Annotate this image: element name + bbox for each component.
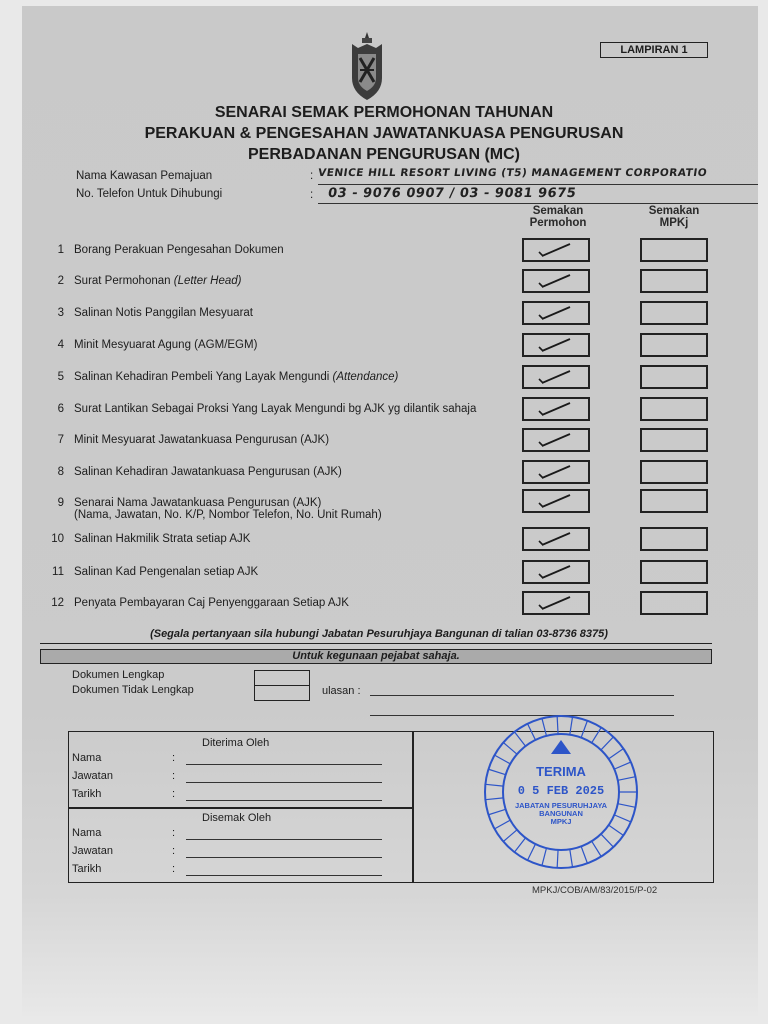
check-mark-icon xyxy=(524,303,588,323)
item-number: 3 xyxy=(57,307,64,319)
note-rule xyxy=(40,643,712,644)
field-colon: : xyxy=(172,770,176,782)
permohon-checkbox[interactable] xyxy=(522,238,590,262)
item-italic-note: (Letter Head) xyxy=(173,275,242,287)
title-line-3: PERBADANAN PENGURUSAN (MC) xyxy=(248,146,520,163)
item-label: Salinan Notis Panggilan Mesyuarat xyxy=(74,307,253,319)
check-mark-icon xyxy=(524,367,588,387)
telefon-underline xyxy=(318,203,758,204)
telefon-value: 03 - 9076 0907 / 03 - 9081 9675 xyxy=(326,186,578,201)
check-mark-icon xyxy=(524,271,588,291)
item-label: Salinan Kad Pengenalan setiap AJK xyxy=(74,566,259,578)
nama-label: Nama Kawasan Pemajuan xyxy=(76,170,213,182)
column-semakan-mpkj: Semakan MPKj xyxy=(648,205,700,229)
item-number: 7 xyxy=(57,434,64,446)
stamp-dept-1: JABATAN PESURUHJAYA xyxy=(514,801,608,810)
mpkj-checkbox[interactable] xyxy=(640,527,708,551)
mpkj-checkbox[interactable] xyxy=(640,591,708,615)
stamp-ring-tick xyxy=(488,769,505,774)
mpkj-checkbox[interactable] xyxy=(640,333,708,357)
check-mark-icon xyxy=(524,593,588,613)
permohon-checkbox[interactable] xyxy=(522,301,590,325)
stamp-triangle-icon xyxy=(551,740,571,754)
disemak-field-line[interactable] xyxy=(186,839,382,840)
item-number: 6 xyxy=(57,403,64,415)
mpkj-checkbox[interactable] xyxy=(640,365,708,389)
item-text xyxy=(74,339,257,351)
stamp-ring-tick xyxy=(609,749,624,759)
stamp-ring-tick xyxy=(485,798,503,800)
stamp-ring-tick xyxy=(542,718,547,735)
permohon-checkbox[interactable] xyxy=(522,269,590,293)
diterima-field-line[interactable] xyxy=(186,764,382,765)
disemak-field-label: Tarikh xyxy=(72,863,102,875)
disemak-field-line[interactable] xyxy=(186,857,382,858)
stamp-ring-tick xyxy=(592,728,602,743)
diterima-field-label: Tarikh xyxy=(72,788,102,800)
permohon-checkbox[interactable] xyxy=(522,460,590,484)
telefon-colon: : xyxy=(310,189,314,201)
stamp-ring-tick xyxy=(495,755,511,764)
nama-colon: : xyxy=(310,170,314,182)
item-text xyxy=(74,533,250,545)
field-colon: : xyxy=(172,788,176,800)
stamp-ring-tick xyxy=(528,844,536,860)
stamp-ring-tick xyxy=(514,838,525,852)
stamp-ring-tick xyxy=(601,737,613,750)
item-text xyxy=(74,566,258,578)
check-mark-icon xyxy=(524,562,588,582)
item-number: 4 xyxy=(57,339,64,351)
item-label: Senarai Nama Jawatankuasa Pengurusan (AJK) xyxy=(74,497,322,509)
permohon-checkbox[interactable] xyxy=(522,489,590,513)
item-label: Surat Lantikan Sebagai Proksi Yang Layak Mengundi bg AJK yg dilantik sahaja xyxy=(74,403,477,415)
item-number: 9 xyxy=(57,497,64,509)
check-mark-icon xyxy=(524,240,588,260)
mpkj-checkbox[interactable] xyxy=(640,428,708,452)
check-mark-icon xyxy=(524,430,588,450)
stamp-ring-tick xyxy=(618,804,636,808)
item-text xyxy=(74,371,398,383)
item-text xyxy=(74,244,284,256)
item-label: Salinan Kehadiran Jawatankuasa Pengurusan (AJK) xyxy=(74,466,342,478)
item-number: 5 xyxy=(57,371,64,383)
permohon-checkbox[interactable] xyxy=(522,560,590,584)
item-text xyxy=(74,275,242,287)
disemak-title: Disemak Oleh xyxy=(202,812,272,824)
item-italic-note: (Attendance) xyxy=(332,371,399,383)
item-label: Salinan Hakmilik Strata setiap AJK xyxy=(74,533,251,545)
stamp-ring-tick xyxy=(581,846,587,863)
tidak-lengkap-checkbox[interactable] xyxy=(254,685,310,701)
stamp-ring-tick xyxy=(503,830,517,842)
disemak-field-label: Nama xyxy=(72,827,102,839)
field-colon: : xyxy=(172,863,176,875)
item-number: 11 xyxy=(52,566,64,578)
stamp-ring-tick xyxy=(542,848,547,865)
item-label: Borang Perakuan Pengesahan Dokumen xyxy=(74,244,284,256)
field-colon: : xyxy=(172,845,176,857)
stamp-ring-tick xyxy=(618,777,636,781)
item-number: 1 xyxy=(57,244,64,256)
permohon-checkbox[interactable] xyxy=(522,365,590,389)
dokumen-tidak-lengkap-label: Dokumen Tidak Lengkap xyxy=(72,684,194,696)
item-text xyxy=(74,597,349,609)
item-number: 2 xyxy=(57,275,64,287)
item-label: Penyata Pembayaran Caj Penyenggaraan Setiap AJK xyxy=(74,597,349,609)
mpkj-checkbox[interactable] xyxy=(640,238,708,262)
item-text xyxy=(74,434,329,446)
stamp-ring-tick xyxy=(570,849,573,867)
diterima-field-label: Jawatan xyxy=(72,770,113,782)
diterima-title: Diterima Oleh xyxy=(202,737,270,749)
stamp-ring-tick xyxy=(557,716,558,734)
disemak-field-label: Jawatan xyxy=(72,845,113,857)
permohon-checkbox[interactable] xyxy=(522,397,590,421)
item-label: Minit Mesyuarat Agung (AGM/EGM) xyxy=(74,339,258,351)
stamp-ring-tick xyxy=(609,825,624,835)
diterima-field-label: Nama xyxy=(72,752,102,764)
telefon-label: No. Telefon Untuk Dihubungi xyxy=(76,188,223,200)
stamp-ring-tick xyxy=(614,815,631,822)
title-line-2: PERAKUAN & PENGESAHAN JAWATANKUASA PENGURUSAN xyxy=(144,125,624,142)
stamp-ring-tick xyxy=(528,724,536,740)
check-mark-icon xyxy=(524,529,588,549)
stamp-ring-tick xyxy=(503,742,517,754)
stamp-ring-tick xyxy=(601,834,613,847)
lengkap-checkbox[interactable] xyxy=(254,670,310,686)
title-line-1: SENARAI SEMAK PERMOHONAN TAHUNAN xyxy=(214,104,554,121)
item-label: Surat Permohonan xyxy=(74,275,174,287)
diterima-field-line[interactable] xyxy=(186,800,382,801)
permohon-checkbox[interactable] xyxy=(522,428,590,452)
stamp-ring-tick xyxy=(592,841,602,856)
mpkj-checkbox[interactable] xyxy=(640,301,708,325)
mpkj-checkbox[interactable] xyxy=(640,269,708,293)
crest-logo xyxy=(350,30,384,102)
stamp-date: 0 5 FEB 2025 xyxy=(517,784,605,798)
check-mark-icon xyxy=(524,491,588,511)
ulasan-line-1[interactable] xyxy=(370,695,674,696)
item-text xyxy=(74,466,342,478)
diterima-field-line[interactable] xyxy=(186,782,382,783)
item-sub-text: (Nama, Jawatan, No. K/P, Nombor Telefon, No. Unit Rumah) xyxy=(74,509,382,521)
stamp-ring-tick xyxy=(514,732,525,746)
stamp-word: TERIMA xyxy=(536,764,586,779)
item-label: Minit Mesyuarat Jawatankuasa Pengurusan (AJK) xyxy=(74,434,330,446)
item-text xyxy=(74,497,382,521)
received-stamp xyxy=(480,712,642,872)
item-number: 12 xyxy=(51,597,64,609)
item-number: 8 xyxy=(57,466,64,478)
ulasan-label: ulasan : xyxy=(322,685,361,697)
item-label: Salinan Kehadiran Pembeli Yang Layak Mengundi xyxy=(74,371,333,383)
contact-note: (Segala pertanyaan sila hubungi Jabatan Pesuruhjaya Bangunan di talian 03-8736 8375) xyxy=(150,628,608,640)
stamp-ring-tick xyxy=(557,850,558,868)
field-colon: : xyxy=(172,752,176,764)
stamp-ring-tick xyxy=(614,762,631,769)
stamp-ring-tick xyxy=(495,820,511,829)
stamp-dept-3: MPKJ xyxy=(550,817,572,826)
stamp-ring-tick xyxy=(581,721,587,738)
item-text xyxy=(74,307,253,319)
mpkj-checkbox[interactable] xyxy=(640,560,708,584)
lampiran-label: LAMPIRAN 1 xyxy=(600,42,708,58)
nama-underline xyxy=(318,184,758,185)
disemak-field-line[interactable] xyxy=(186,875,382,876)
check-mark-icon xyxy=(524,335,588,355)
permohon-checkbox[interactable] xyxy=(522,591,590,615)
item-number: 10 xyxy=(51,533,64,545)
dokumen-lengkap-label: Dokumen Lengkap xyxy=(72,669,165,681)
column-semakan-permohon: Semakan Permohon xyxy=(529,205,587,229)
permohon-checkbox[interactable] xyxy=(522,333,590,357)
stamp-ring-tick xyxy=(485,784,503,786)
item-text xyxy=(74,403,476,415)
check-mark-icon xyxy=(524,462,588,482)
field-colon: : xyxy=(172,827,176,839)
nama-value: VENICE HILL RESORT LIVING (T5) MANAGEMENT CORPORATIO xyxy=(317,167,708,179)
stamp-dept-2: BANGUNAN xyxy=(539,809,583,818)
check-mark-icon xyxy=(524,399,588,419)
stamp-ring-tick xyxy=(488,809,505,814)
office-use-bar: Untuk kegunaan pejabat sahaja. xyxy=(40,649,712,664)
mpkj-checkbox[interactable] xyxy=(640,460,708,484)
stamp-ring-tick xyxy=(570,717,573,735)
footer-code: MPKJ/COB/AM/83/2015/P-02 xyxy=(532,885,658,896)
mpkj-checkbox[interactable] xyxy=(640,397,708,421)
mpkj-checkbox[interactable] xyxy=(640,489,708,513)
permohon-checkbox[interactable] xyxy=(522,527,590,551)
